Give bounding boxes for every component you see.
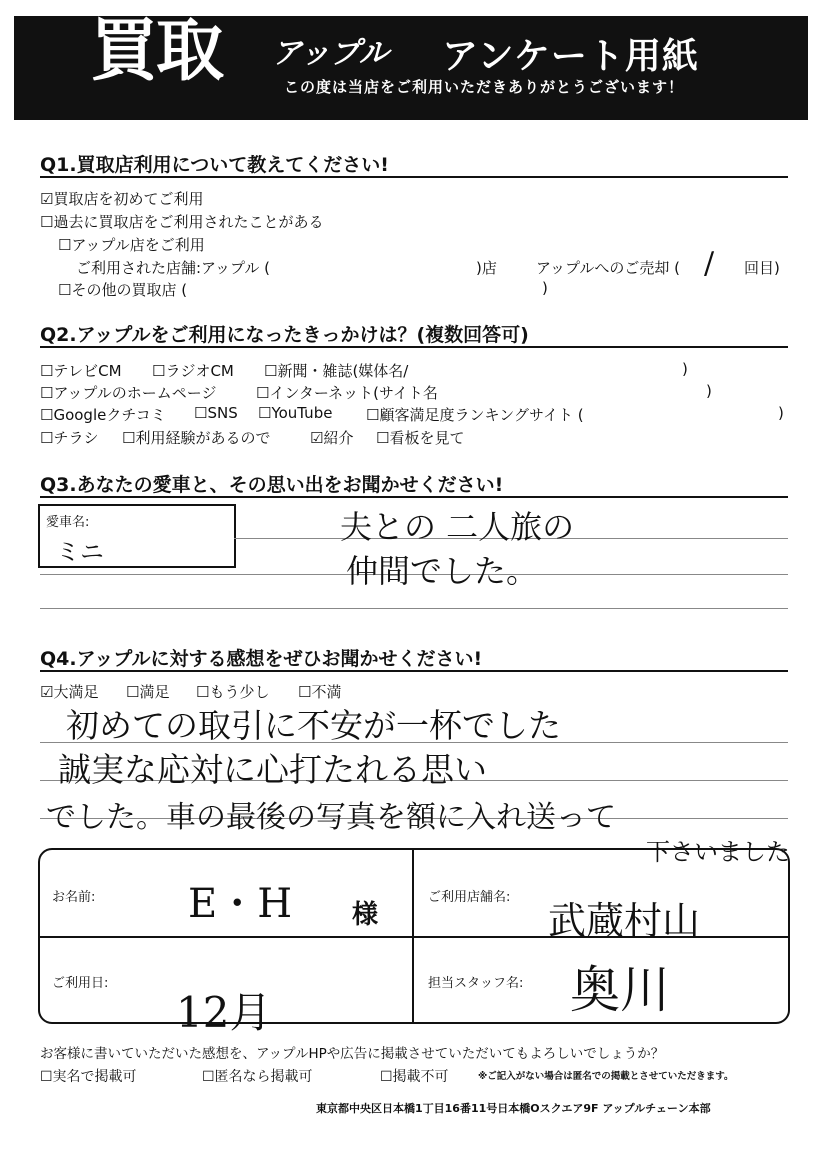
q1-other-close: )	[542, 279, 548, 297]
q3-line-3	[40, 608, 788, 609]
q2-option-experience[interactable]: ☐利用経験があるので	[122, 429, 271, 447]
honorific-sama: 様	[352, 900, 379, 930]
page-title: アンケート用紙	[442, 36, 699, 77]
name-value: E・H	[188, 881, 293, 927]
q2-option-google[interactable]: ☐Googleクチコミ	[40, 406, 166, 424]
brand-logo: アップル	[272, 36, 389, 71]
q1-sell-value: /	[704, 246, 715, 281]
q1-option-apple-store[interactable]: ☐アップル店をご利用	[58, 236, 205, 254]
q2-option-internet[interactable]: ☐インターネット(サイト名	[256, 384, 438, 402]
consent-anonymous[interactable]: ☐匿名なら掲載可	[202, 1069, 313, 1085]
q1-title: Q1.買取店利用について教えてください!	[40, 154, 389, 176]
q4-rating-very-satisfied[interactable]: ☑大満足	[40, 683, 99, 701]
q1-store-close: )店	[476, 259, 497, 277]
consent-not-allowed[interactable]: ☐掲載不可	[380, 1069, 449, 1085]
q2-option-referral[interactable]: ☑紹介	[310, 429, 354, 447]
q2-option-sns[interactable]: ☐SNS	[194, 404, 238, 422]
q2-rule	[40, 346, 788, 348]
comment-line-4: 下さいました	[646, 838, 790, 866]
comment-line-3: でした。車の最後の写真を額に入れ送って	[46, 800, 616, 835]
car-name-label: 愛車名:	[46, 515, 90, 530]
q1-option-used-before[interactable]: ☐過去に買取店をご利用されたことがある	[40, 213, 324, 231]
q1-option-other[interactable]: ☐その他の買取店 (	[58, 281, 188, 299]
q2-option-signboard[interactable]: ☐看板を見て	[376, 429, 465, 447]
q2-title: Q2.アップルをご利用になったきっかけは？(複数回答可)	[40, 324, 529, 346]
q1-sell-close: 回目)	[744, 259, 780, 277]
q4-rating-satisfied[interactable]: ☐満足	[126, 683, 170, 701]
store-label: ご利用店舗名:	[428, 890, 511, 905]
q1-sell-label: アップルへのご売却 (	[536, 259, 680, 277]
q2-internet-close: )	[706, 382, 712, 400]
q1-rule	[40, 176, 788, 178]
q4-rating-so-so[interactable]: ☐もう少し	[196, 683, 270, 701]
q4-title: Q4.アップルに対する感想をぜひお聞かせください!	[40, 648, 483, 670]
comment-line-2: 誠実な応対に心打たれる思い	[58, 750, 487, 789]
consent-question: お客様に書いていただいた感想を、アップルHPや広告に掲載させていただいてもよろしいでしょうか？	[40, 1046, 665, 1062]
q1-store-label: ご利用された店舗:アップル (	[76, 259, 271, 277]
thanks-message: この度は当店をご利用いただきありがとうございます！	[284, 78, 685, 96]
car-name-value: ミニ	[56, 538, 104, 566]
q4-rule	[40, 670, 788, 672]
q1-option-first-time[interactable]: ☑買取店を初めてご利用	[40, 190, 204, 208]
consent-note: ※ご記入がない場合は匿名での掲載とさせていただきます。	[478, 1071, 734, 1082]
q2-option-radio[interactable]: ☐ラジオCM	[152, 362, 234, 380]
footer-address: 東京都中央区日本橋1丁目16番11号日本橋Oスクエア9F アップルチェーン本部	[316, 1102, 711, 1115]
q2-newspaper-close: )	[682, 360, 688, 378]
q2-ranking-close: )	[778, 404, 784, 422]
q2-option-ranking[interactable]: ☐顧客満足度ランキングサイト (	[366, 406, 584, 424]
date-value: 12月	[176, 988, 272, 1037]
comment-line-1: 初めての取引に不安が一杯でした	[66, 706, 561, 745]
q2-option-flyer[interactable]: ☐チラシ	[40, 429, 99, 447]
q2-option-newspaper[interactable]: ☐新聞・雑誌(媒体名/	[264, 362, 409, 380]
date-label: ご利用日:	[52, 976, 109, 991]
staff-label: 担当スタッフ名:	[428, 976, 524, 991]
q2-option-tv[interactable]: ☐テレビCM	[40, 362, 122, 380]
q2-option-homepage[interactable]: ☐アップルのホームページ	[40, 384, 217, 402]
name-label: お名前:	[52, 890, 96, 905]
kaitori-title: 買取	[90, 12, 223, 91]
staff-value: 奥川	[570, 961, 670, 1019]
q3-title: Q3.あなたの愛車と、その思い出をお聞かせください!	[40, 474, 504, 496]
store-value: 武蔵村山	[548, 899, 701, 943]
memory-line-2: 仲間でした。	[346, 552, 539, 590]
consent-real-name[interactable]: ☐実名で掲載可	[40, 1069, 137, 1085]
memory-line-1: 夫との 二人旅の	[340, 508, 575, 546]
q3-rule	[40, 496, 788, 498]
q2-option-youtube[interactable]: ☐YouTube	[258, 404, 333, 422]
q4-rating-dissatisfied[interactable]: ☐不満	[298, 683, 342, 701]
